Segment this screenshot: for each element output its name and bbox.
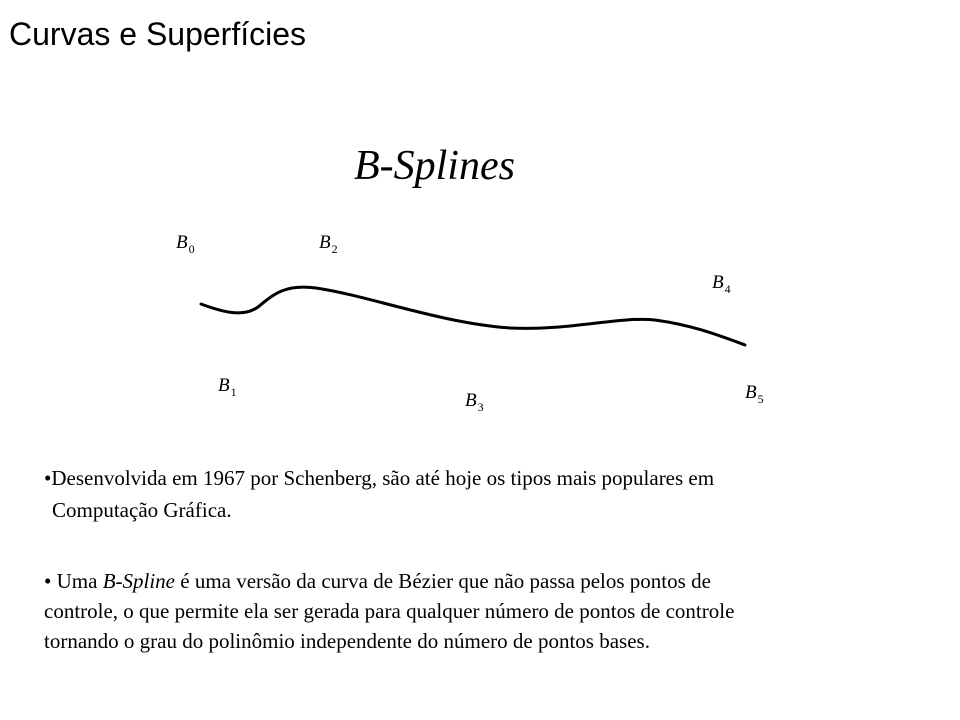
slide-title: B-Splines [354,143,515,189]
svg-text:B3: $B_3$ [465,390,484,414]
bullet-history [44,462,924,526]
svg-text:B0: $B_0$ [176,232,195,256]
bullet-history-line2: Computação Gráfica. [52,498,232,522]
bullet-definition-text-pre: Uma [51,569,103,593]
svg-text:B4: $B_4$ [712,272,731,296]
header-title: Curvas e Superfícies [9,16,307,52]
svg-text:B5: $B_5$ [745,382,764,406]
svg-text:B1: $B_1$ [218,375,237,399]
control-point-label-b1 [218,375,237,399]
bullet-marker: • [44,569,52,593]
bullet-definition-line3: tornando o grau do polinômio independente do número de pontos bases. [44,629,650,653]
bspline-term: B-Spline [102,569,175,593]
control-point-label-b0 [176,232,195,256]
svg-text:B2: $B_2$ [319,232,338,256]
bullet-marker: • [44,466,52,490]
bullet-definition-line1 [44,566,944,596]
control-point-label-b5 [745,382,764,406]
bspline-curve [201,287,745,345]
control-point-label-b3 [465,390,484,414]
bullet-definition [44,566,944,656]
bullet-definition-text-post: é uma versão da curva de Bézier que não passa pelos pontos de [175,569,711,593]
bullet-history-line1: Desenvolvida em 1967 por Schenberg, são até hoje os tipos mais populares em [51,466,715,490]
bullet-definition-line2: controle, o que permite ela ser gerada para qualquer número de pontos de controle [44,599,735,623]
control-point-label-b2 [319,232,338,256]
control-point-label-b4 [712,272,731,296]
